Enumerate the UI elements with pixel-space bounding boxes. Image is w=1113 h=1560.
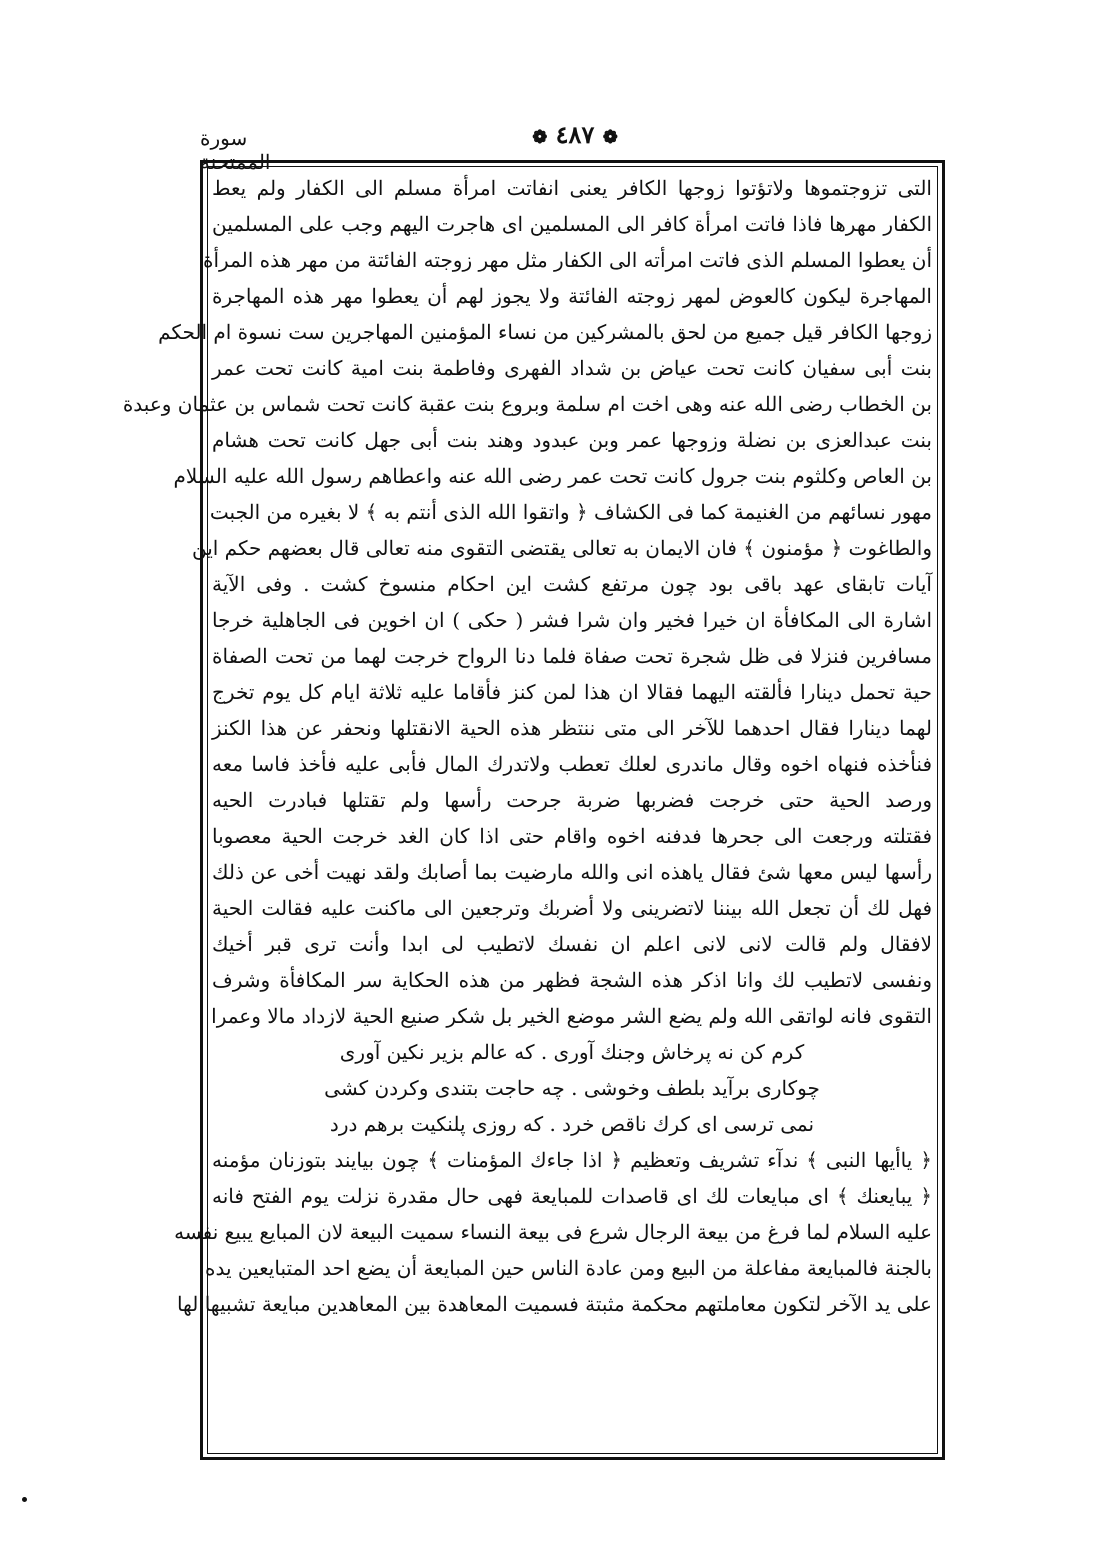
verse-line: چوكارى برآيد بلطف وخوشى . چه حاجت بتندى وكردن كشى (324, 1076, 820, 1100)
text-line: بن العاص وكلثوم بنت جرول كانت تحت عمر رضى الله عنه واعطاهم رسول الله عليه السلام (173, 464, 932, 488)
text-line: بنت عبدالعزى بن نضلة وزوجها عمر وبن عبدود وهند بنت أبى جهل كانت تحت هشام (212, 428, 932, 452)
text-line: اشارة الى المكافأة ان خيرا فخير وان شرا فشر ( حكى ) ان اخوين فى الجاهلية خرجا (212, 608, 932, 632)
page-number-wrapper (520, 120, 630, 149)
text-line: لافقال ولم قالت لانى لانى اعلم ان نفسك لاتطيب لى ابدا وأنت ترى قبر أخيك (212, 932, 932, 956)
text-line: بالجنة فالمبايعة مفاعلة من البيع ومن عادة الناس حين المبايعة أن يضع احد المتبايعين يده (204, 1256, 932, 1280)
text-line: مهور نسائهم من الغنيمة كما فى الكشاف ﴿ واتقوا الله الذى أنتم به ﴾ لا بغيره من الجبت (209, 500, 932, 524)
text-line: بن الخطاب رضى الله عنه وهى اخت ام سلمة وبروع بنت عقبة كانت تحت شماس بن عثمان وعبدة (122, 392, 932, 416)
text-line: ورصد الحية حتى خرجت فضربها ضربة جرحت رأسها ولم تقتلها فبادرت الحيه (212, 788, 932, 812)
page-header (200, 120, 950, 174)
text-line: ونفسى لاتطيب لك وانا اذكر هذه الشجة فظهر من هذه الحكاية سر المكافأة وشرف (212, 968, 932, 992)
text-line: الكفار مهرها فاذا فاتت امرأة كافر الى المسلمين اى هاجرت اليهم وجب على المسلمين (212, 212, 932, 236)
text-line: زوجها الكافر قيل جميع من لحق بالمشركين من نساء المؤمنين المهاجرين ست نسوة ام الحكم (158, 320, 932, 344)
text-line: ﴿ ياأيها النبى ﴾ ندآء تشريف وتعظيم ﴿ اذا جاءك المؤمنات ﴾ چون بيايند بتوزنان مؤمنه (212, 1148, 932, 1172)
text-line: حية تحمل دينارا فألقته اليهما فقالا ان هذا لمن كنز فأقاما عليه ثلاثة ايام كل يوم تخرج (212, 680, 932, 704)
text-line: المهاجرة ليكون كالعوض لمهر زوجته الفائتة ولا يجوز لهم أن يعطوا مهر هذه المهاجرة (212, 284, 932, 308)
text-line: والطاغوت ﴿ مؤمنون ﴾ فان الايمان به تعالى يقتضى التقوى منه تعالى قال بعضهم حكم اين (191, 536, 932, 560)
text-line: بنت أبى سفيان كانت تحت عياض بن شداد الفهرى وفاطمة بنت امية كانت تحت عمر (212, 356, 932, 380)
verse-line: نمى ترسى اى كرك ناقص خرد . كه روزى پلنكيت برهم درد (329, 1112, 815, 1136)
ornament-right-icon: ❁ (602, 127, 618, 148)
margin-dot-mark (22, 1497, 27, 1502)
text-line: فهل لك أن تجعل الله بيننا لاتضرينى ولا أضربك وترجعين الى ماكنت عليه فقالت الحية (212, 896, 932, 920)
text-line: التقوى فانه لواتقى الله ولم يضع الشر موضع الخير بل شكر صنيع الحية لازداد مالا وعمرا (211, 1004, 932, 1028)
text-line: فقتلته ورجعت الى جحرها فدفنه اخوه واقام حتى اذا كان الغد خرجت الحية معصوبا (212, 824, 932, 848)
verse-line: كرم كن نه پرخاش وجنك آورى . كه عالم بزير نكين آورى (339, 1040, 805, 1064)
text-line: لهما دينارا فقال احدهما للآخر الى متى ننتظر هذه الحية الانقتلها ونحفر عن هذا الكنز (212, 716, 932, 740)
text-line: مسافرين فنزلا فى ظل شجرة تحت صفاة فلما دنا الرواح خرجت لهما من تحت الصفاة (212, 644, 932, 668)
text-line: رأسها ليس معها شئ فقال ياهذه انى والله مارضيت بما أصابك ولقد نهيت أخى عن ذلك (212, 860, 932, 884)
surah-name: سورة الممتحنة (200, 126, 271, 174)
text-line: آيات تابقاى عهد باقى بود چون مرتفع كشت اين احكام منسوخ كشت . وفى الآية (212, 572, 932, 596)
text-line: أن يعطوا المسلم الذى فاتت امرأته الى الكفار مثل مهر زوجته الفائتة من مهر هذه المرأة (203, 248, 932, 272)
text-line: فنأخذه فنهاه اخوه وقال ماندرى لعلك تعطب ولاتدرك المال فأبى عليه فأخذ فاسا معه (212, 752, 932, 776)
text-line: ﴿ يبايعنك ﴾ اى مبايعات لك اى قاصدات للمبايعة فهى حال مقدرة نزلت يوم الفتح فانه (212, 1184, 932, 1208)
page-number: ٤٨٧ (555, 120, 595, 149)
text-line: التى تزوجتموها ولاتؤتوا زوجها الكافر يعنى انفاتت امرأة مسلم الى الكفار ولم يعط (212, 176, 932, 200)
text-line: عليه السلام لما فرغ من بيعة الرجال شرع فى بيعة النساء سميت البيعة لان المبايع يبيع نفسه (174, 1220, 932, 1244)
commentary-text (122, 170, 932, 1450)
text-line: على يد الآخر لتكون معاملتهم محكمة مثبتة فسميت المعاهدة بين المعاهدين مبايعة تشبيها لها (176, 1292, 932, 1316)
ornament-left-icon: ❁ (532, 127, 548, 148)
